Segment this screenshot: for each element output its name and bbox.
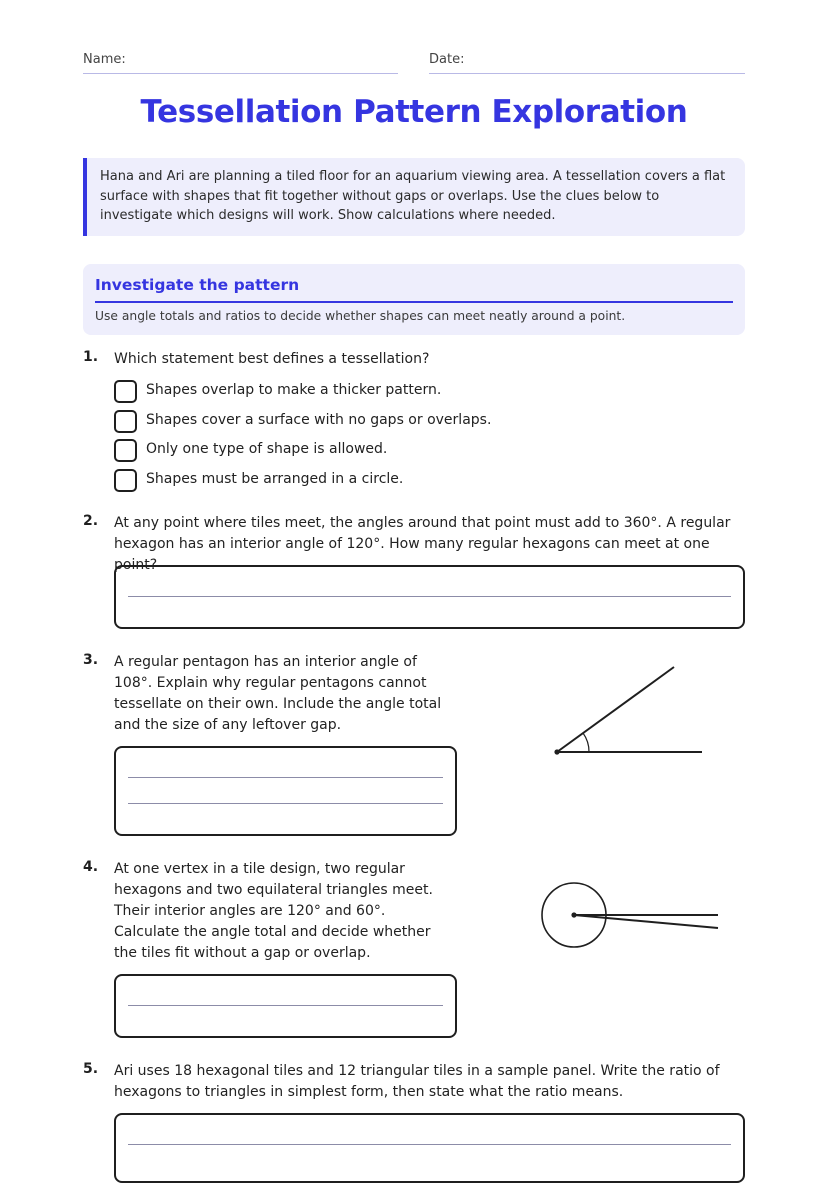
checkbox[interactable]	[114, 439, 137, 462]
option-label: Shapes overlap to make a thicker pattern.	[146, 382, 442, 398]
option-label: Only one type of shape is allowed.	[146, 441, 388, 457]
header-fields	[83, 52, 745, 74]
question-2	[83, 513, 745, 629]
full-turn-diagram	[536, 877, 722, 953]
answer-line	[128, 803, 443, 804]
section-title: Investigate the pattern	[95, 276, 733, 303]
section-note: Use angle totals and ratios to decide whether shapes can meet neatly around a point.	[95, 309, 626, 323]
section-header	[83, 264, 745, 335]
answer-box[interactable]	[114, 1113, 745, 1183]
question-text: At any point where tiles meet, the angles around that point must add to 360°. A regular hexagon has an interior angle of 120°. How many regular hexagons can meet at one point?	[114, 515, 731, 573]
page-title: Tessellation Pattern Exploration	[140, 94, 688, 130]
angle-diagram	[548, 660, 708, 760]
question-number: 5.	[83, 1061, 99, 1077]
question-number: 2.	[83, 513, 99, 529]
date-field[interactable]	[429, 52, 745, 74]
answer-box[interactable]	[114, 974, 457, 1038]
question-number: 4.	[83, 859, 99, 875]
answer-box[interactable]	[114, 565, 745, 629]
question-number: 3.	[83, 652, 99, 668]
vertex-point	[554, 749, 559, 754]
answer-line	[128, 596, 731, 597]
name-field[interactable]	[83, 52, 398, 74]
option-label: Shapes cover a surface with no gaps or overlaps.	[146, 412, 492, 428]
question-5	[83, 1061, 745, 1171]
checkbox[interactable]	[114, 410, 137, 433]
date-label: Date:	[429, 52, 465, 67]
question-text: Ari uses 18 hexagonal tiles and 12 triangular tiles in a sample panel. Write the ratio of hexagons to triangles in simplest form, then state what the ratio means.	[114, 1063, 720, 1100]
intro-callout: Hana and Ari are planning a tiled floor for an aquarium viewing area. A tessellation covers a flat surface with shapes that fit together without gaps or overlaps. Use the clues below to investigate which designs will work. Show calculations where needed.	[83, 158, 745, 236]
answer-line	[128, 777, 443, 778]
answer-line	[128, 1005, 443, 1006]
question-number: 1.	[83, 349, 99, 365]
checkbox[interactable]	[114, 380, 137, 403]
center-point	[571, 912, 576, 917]
question-text: At one vertex in a tile design, two regular hexagons and two equilateral triangles meet. Their interior angles are 120° and 60°. Calculate the angle total and decide whether the tiles fit without a gap or overlap.	[114, 861, 433, 961]
answer-box[interactable]	[114, 746, 457, 836]
turn-ray-b	[574, 915, 718, 928]
angle-ray-upper	[557, 667, 674, 752]
checkbox[interactable]	[114, 469, 137, 492]
question-1	[83, 349, 745, 499]
answer-line	[128, 1144, 731, 1145]
option-label: Shapes must be arranged in a circle.	[146, 471, 404, 487]
question-text: Which statement best defines a tessellation?	[114, 351, 430, 367]
name-label: Name:	[83, 52, 126, 67]
question-text: A regular pentagon has an interior angle of 108°. Explain why regular pentagons cannot tessellate on their own. Include the angle total and the size of any leftover gap.	[114, 654, 442, 733]
angle-arc	[583, 733, 589, 752]
